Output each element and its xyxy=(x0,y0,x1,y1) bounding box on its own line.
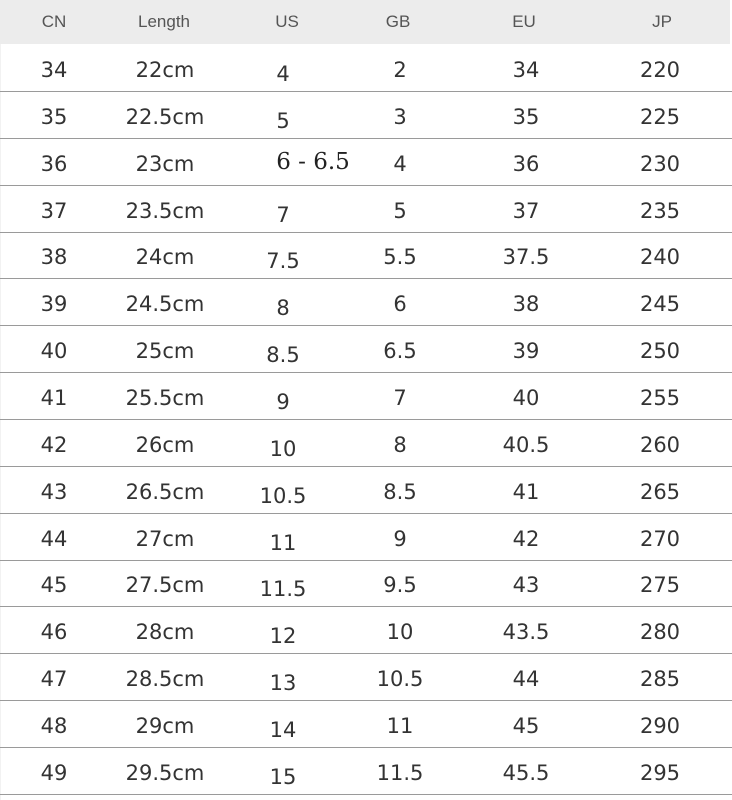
cell-length: 28cm xyxy=(135,620,195,645)
table-row xyxy=(0,468,732,514)
cell-jp: 255 xyxy=(639,385,681,410)
cell-jp: 265 xyxy=(639,479,681,504)
cell-jp: 220 xyxy=(639,58,681,82)
cell-eu: 43.5 xyxy=(502,620,550,645)
table-row xyxy=(0,140,732,186)
table-row xyxy=(0,749,732,795)
table-row xyxy=(0,187,732,233)
cell-us: 10 xyxy=(269,436,297,461)
cell-gb: 5.5 xyxy=(383,245,417,270)
cell-jp: 235 xyxy=(639,198,681,223)
cell-eu: 45 xyxy=(512,713,540,738)
cell-cn: 35 xyxy=(40,104,68,129)
cell-us: 15 xyxy=(269,764,297,789)
cell-us: 10.5 xyxy=(259,483,307,508)
cell-gb: 9.5 xyxy=(383,573,417,598)
cell-gb: 10.5 xyxy=(376,667,424,692)
cell-us: 7 xyxy=(276,202,290,227)
table-header-row xyxy=(0,0,730,44)
cell-gb: 6.5 xyxy=(383,339,417,364)
cell-gb: 11.5 xyxy=(376,760,424,785)
cell-us: 9 xyxy=(276,389,290,414)
cell-jp: 230 xyxy=(639,151,681,176)
cell-length: 26cm xyxy=(135,432,195,457)
cell-jp: 275 xyxy=(639,573,681,598)
cell-us: 12 xyxy=(269,624,297,649)
cell-cn: 39 xyxy=(40,292,68,317)
cell-length: 22cm xyxy=(135,58,195,82)
cell-eu: 36 xyxy=(512,151,540,176)
table-row xyxy=(0,374,732,420)
cell-gb: 9 xyxy=(393,526,407,551)
header-gb: GB xyxy=(385,12,411,31)
cell-length: 27cm xyxy=(135,526,195,551)
cell-jp: 290 xyxy=(639,713,681,738)
cell-length: 29.5cm xyxy=(125,760,205,785)
cell-cn: 48 xyxy=(40,713,68,738)
header-length: Length xyxy=(138,12,190,31)
cell-eu: 40.5 xyxy=(502,432,550,457)
cell-eu: 44 xyxy=(512,667,540,692)
cell-eu: 37 xyxy=(512,198,540,223)
cell-length: 28.5cm xyxy=(125,667,205,692)
cell-cn: 34 xyxy=(40,58,68,82)
header-us: US xyxy=(275,12,299,31)
table-row xyxy=(0,93,732,139)
cell-us: 7.5 xyxy=(266,249,300,274)
cell-cn: 43 xyxy=(40,479,68,504)
header-jp: JP xyxy=(652,12,672,31)
cell-cn: 47 xyxy=(40,667,68,692)
cell-gb: 7 xyxy=(393,385,407,410)
cell-us: 8 xyxy=(276,296,290,321)
cell-eu: 39 xyxy=(512,339,540,364)
cell-us: 6 - 6.5 xyxy=(276,148,350,175)
cell-jp: 280 xyxy=(639,620,681,645)
cell-cn: 45 xyxy=(40,573,68,598)
cell-eu: 42 xyxy=(512,526,540,551)
table-row xyxy=(0,233,732,279)
cell-jp: 245 xyxy=(639,292,681,317)
table-row xyxy=(0,327,732,373)
header-cn: CN xyxy=(41,12,67,31)
cell-us: 11.5 xyxy=(259,577,307,602)
cell-gb: 5 xyxy=(393,198,407,223)
table-row xyxy=(0,515,732,561)
cell-us: 4 xyxy=(276,62,290,86)
cell-us: 8.5 xyxy=(266,343,300,368)
cell-cn: 42 xyxy=(40,432,68,457)
header-eu: EU xyxy=(512,12,536,31)
cell-eu: 35 xyxy=(512,104,540,129)
cell-length: 29cm xyxy=(135,713,195,738)
cell-cn: 41 xyxy=(40,385,68,410)
cell-jp: 260 xyxy=(639,432,681,457)
cell-gb: 8 xyxy=(393,432,407,457)
cell-gb: 2 xyxy=(393,58,407,82)
cell-gb: 8.5 xyxy=(383,479,417,504)
cell-length: 24.5cm xyxy=(125,292,205,317)
cell-length: 22.5cm xyxy=(125,104,205,129)
cell-length: 26.5cm xyxy=(125,479,205,504)
cell-jp: 240 xyxy=(639,245,681,270)
cell-gb: 4 xyxy=(393,151,407,176)
cell-cn: 38 xyxy=(40,245,68,270)
cell-length: 25.5cm xyxy=(125,385,205,410)
table-row xyxy=(0,561,732,607)
cell-gb: 3 xyxy=(393,104,407,129)
table-row xyxy=(0,46,732,92)
table-row xyxy=(0,702,732,748)
cell-eu: 43 xyxy=(512,573,540,598)
cell-cn: 40 xyxy=(40,339,68,364)
table-row xyxy=(0,421,732,467)
cell-length: 27.5cm xyxy=(125,573,205,598)
cell-gb: 6 xyxy=(393,292,407,317)
cell-length: 25cm xyxy=(135,339,195,364)
table-row xyxy=(0,655,732,701)
cell-gb: 10 xyxy=(386,620,414,645)
cell-length: 24cm xyxy=(135,245,195,270)
cell-cn: 36 xyxy=(40,151,68,176)
cell-us: 14 xyxy=(269,717,297,742)
cell-jp: 285 xyxy=(639,667,681,692)
cell-jp: 225 xyxy=(639,104,681,129)
cell-cn: 46 xyxy=(40,620,68,645)
cell-eu: 34 xyxy=(512,58,540,82)
cell-eu: 37.5 xyxy=(502,245,550,270)
cell-eu: 45.5 xyxy=(502,760,550,785)
cell-cn: 49 xyxy=(40,760,68,785)
cell-eu: 40 xyxy=(512,385,540,410)
cell-eu: 41 xyxy=(512,479,540,504)
cell-jp: 295 xyxy=(639,760,681,785)
cell-jp: 250 xyxy=(639,339,681,364)
cell-us: 5 xyxy=(276,108,290,133)
cell-cn: 44 xyxy=(40,526,68,551)
cell-gb: 11 xyxy=(386,713,414,738)
cell-us: 11 xyxy=(269,530,297,555)
table-row xyxy=(0,608,732,654)
cell-cn: 37 xyxy=(40,198,68,223)
cell-length: 23cm xyxy=(135,151,195,176)
cell-jp: 270 xyxy=(639,526,681,551)
table-row xyxy=(0,280,732,326)
cell-length: 23.5cm xyxy=(125,198,205,223)
cell-eu: 38 xyxy=(512,292,540,317)
cell-us: 13 xyxy=(269,671,297,696)
